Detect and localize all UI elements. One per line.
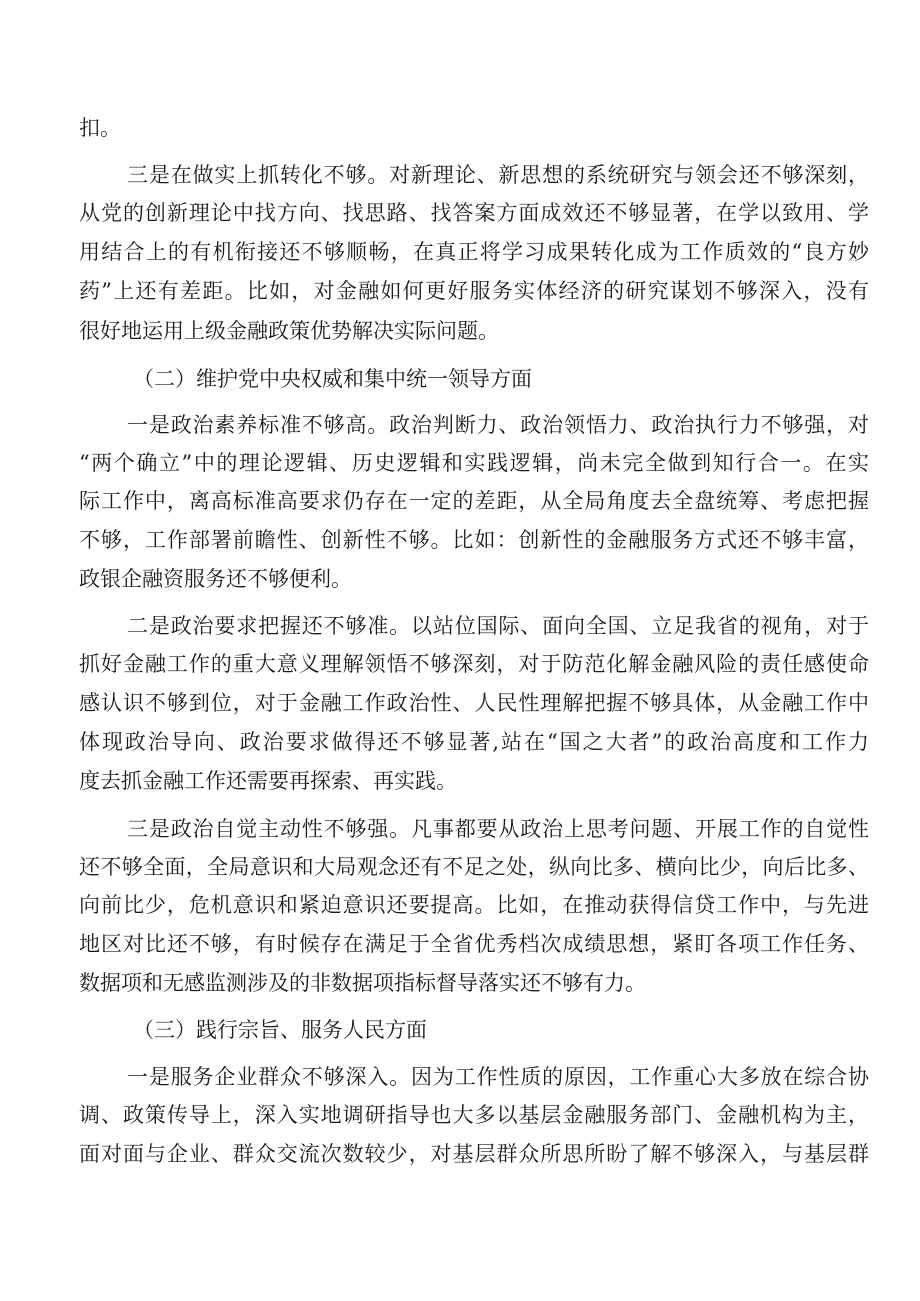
section-heading: （二）维护党中央权威和集中统一领导方面: [133, 367, 532, 391]
text-line: 度去抓金融工作还需要再探索、再实践。: [79, 769, 457, 793]
text-line: 扣。: [79, 116, 121, 140]
text-line: 不够，工作部署前瞻性、创新性不够。比如：创新性的金融服务方式还不够丰富，: [79, 528, 869, 552]
text-line: 药”上还有差距。比如，对金融如何更好服务实体经济的研究谋划不够深入，没有: [79, 279, 869, 303]
text-line: 面对面与企业、群众交流次数较少，对基层群众所思所盼了解不够深入，与基层群: [79, 1142, 869, 1166]
text-line: 调、政策传导上，深入实地调研指导也大多以基层金融服务部门、金融机构为主，: [79, 1103, 869, 1127]
text-line: 向前比少，危机意识和紧迫意识还要提高。比如，在推动获得信贷工作中，与先进: [79, 893, 869, 917]
paragraph-start-line: 三是在做实上抓转化不够。对新理论、新思想的系统研究与领会还不够深刻，: [127, 163, 869, 187]
paragraph-start-line: 一是政治素养标准不够高。政治判断力、政治领悟力、政治执行力不够强，对: [127, 413, 869, 437]
paragraph-start-line: 一是服务企业群众不够深入。因为工作性质的原因，工作重心大多放在综合协: [127, 1065, 869, 1089]
text-line: 很好地运用上级金融政策优势解决实际问题。: [79, 319, 499, 343]
text-line: 感认识不够到位，对于金融工作政治性、人民性理解把握不够具体，从金融工作中: [79, 691, 869, 715]
paragraph-start-line: 二是政治要求把握还不够准。以站位国际、面向全国、立足我省的视角，对于: [127, 614, 869, 638]
text-line: 抓好金融工作的重大意义理解领悟不够深刻，对于防范化解金融风险的责任感使命: [79, 652, 869, 676]
text-line: 地区对比还不够，有时候存在满足于全省优秀档次成绩思想，紧盯各项工作任务、: [79, 932, 869, 956]
paragraph-start-line: 三是政治自觉主动性不够强。凡事都要从政治上思考问题、开展工作的自觉性: [127, 817, 869, 841]
text-line: 从党的创新理论中找方向、找思路、找答案方面成效还不够显著，在学以致用、学: [79, 201, 869, 225]
text-line: 际工作中，离高标准高要求仍存在一定的差距，从全局角度去全盘统筹、考虑把握: [79, 489, 869, 513]
text-line: 体现政治导向、政治要求做得还不够显著,站在“国之大者”的政治高度和工作力: [79, 730, 869, 754]
text-line: 用结合上的有机衔接还不够顺畅，在真正将学习成果转化成为工作质效的“良方妙: [79, 240, 869, 264]
section-heading: （三）践行宗旨、服务人民方面: [133, 1018, 427, 1042]
text-line: “两个确立”中的理论逻辑、历史逻辑和实践逻辑，尚未完全做到知行合一。在实: [79, 451, 869, 475]
text-line: 政银企融资服务还不够便利。: [79, 567, 352, 591]
text-line: 还不够全面，全局意识和大局观念还有不足之处，纵向比多、横向比少，向后比多、: [79, 855, 869, 879]
text-line: 数据项和无感监测涉及的非数据项指标督导落实还不够有力。: [79, 971, 646, 995]
